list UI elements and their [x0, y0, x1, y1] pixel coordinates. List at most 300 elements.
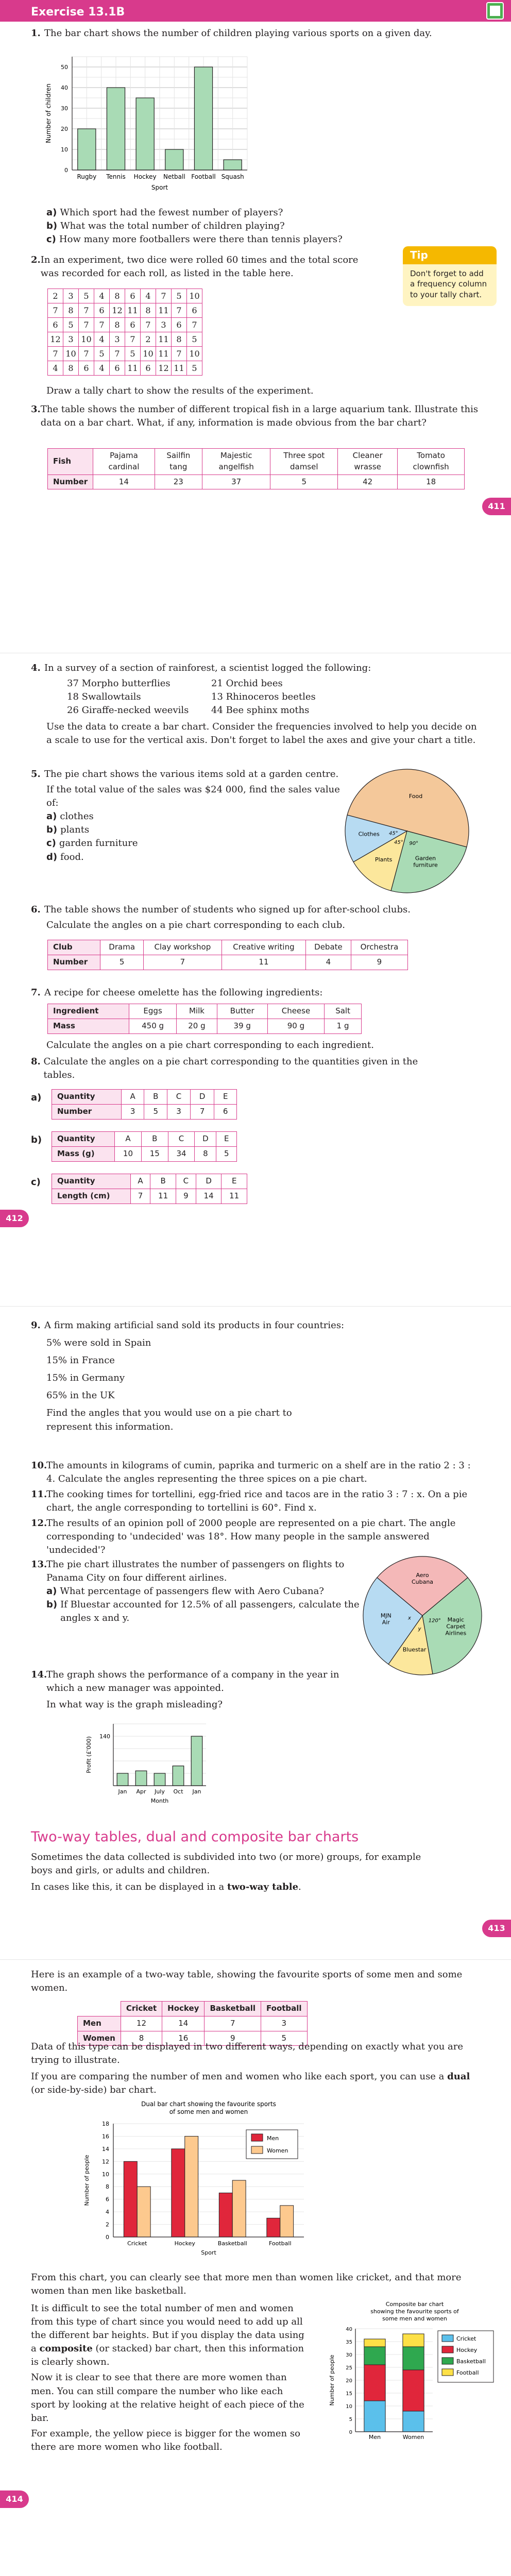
table-row [52, 1146, 237, 1161]
x-tick-label: Apr [136, 1788, 146, 1795]
table-header-cell: Basketball [205, 2002, 261, 2016]
table-header-cell: C [168, 1132, 195, 1147]
page-number: 411 [482, 498, 511, 515]
pie-label-line: Aero [416, 1572, 429, 1579]
question-text: The graph shows the performance of a company in the year in which a new manager was appointed. [46, 1669, 339, 1694]
table-cell: 20 g [177, 1019, 217, 1033]
y-axis-label: Number of people [329, 2354, 335, 2406]
pie-label-line: Air [382, 1619, 390, 1626]
table-cell: 5 [216, 1146, 237, 1161]
composite-bar-chart [325, 2300, 500, 2449]
y-tick-label: 50 [61, 64, 68, 71]
pie-label-line: Airlines [445, 1630, 467, 1637]
table-header-row [52, 1090, 237, 1105]
table-header-row [48, 449, 465, 475]
question-2 [31, 253, 377, 280]
table-cell: 3 [121, 1104, 144, 1119]
grid-cell: 7 [187, 318, 202, 332]
question-10 [31, 1459, 480, 1486]
table-row-label: Women [78, 2031, 121, 2046]
question-text: The pie chart illustrates the number of passengers on flights to Panama City on four different airlines. [46, 1559, 345, 1584]
profit-bar [173, 1766, 184, 1786]
table-header-cell: B [141, 1132, 168, 1147]
q8b-table [52, 1131, 237, 1162]
x-tick-label: Squash [221, 173, 244, 180]
pie-label-line: Clothes [358, 831, 380, 838]
section-paragraph [31, 1851, 444, 1894]
table-cell: 3 [261, 2016, 308, 2031]
x-tick-label: Hockey [133, 173, 157, 180]
legend-label: Men [267, 2135, 279, 2142]
grid-cell: 10 [187, 289, 202, 303]
table-header-cell: Orchestra [351, 940, 407, 955]
question-1-parts [31, 206, 480, 246]
paragraph-text: Here is an example of a two-way table, showing the favourite sports of some men and some women. [31, 1969, 463, 1994]
tip-box [403, 246, 497, 306]
grid-cell: 5 [94, 347, 110, 361]
list-item: 5% were sold in Spain [46, 1337, 151, 1349]
table-cell: 42 [338, 474, 398, 489]
bar-tennis [107, 88, 125, 170]
pie-angle-label: 45° [388, 831, 398, 837]
y-tick-label: 5 [349, 2417, 352, 2422]
page-413 [0, 1307, 511, 1960]
clubs-table [47, 940, 408, 970]
tip-text: Don't forget to add a frequency column to your tally chart. [410, 269, 487, 299]
table-row [48, 1019, 362, 1033]
grid-cell: 5 [63, 318, 79, 332]
page-411 [0, 0, 511, 653]
table-header-cell: Milk [177, 1004, 217, 1019]
part-text: What percentage of passengers flew with Aero Cubana? [60, 1586, 324, 1597]
table-cell: 14 [93, 474, 155, 489]
table-header-cell: Cricket [121, 2002, 162, 2016]
two-way-table [77, 2001, 308, 2046]
bar-women-hockey [185, 2136, 198, 2237]
table-header-cell: Quantity [52, 1090, 122, 1105]
table-header-cell: E [214, 1090, 237, 1105]
table-header-cell: Clay workshop [143, 940, 222, 955]
part-text: garden furniture [59, 838, 138, 849]
grid-cell: 12 [110, 303, 125, 318]
y-tick-label: 30 [61, 105, 68, 112]
list-item: 65% in the UK [46, 1390, 115, 1401]
pie-label [381, 1612, 391, 1625]
paragraph-text: . [298, 1882, 301, 1893]
table-cell: 18 [398, 474, 465, 489]
question-number: 1. [31, 28, 41, 39]
tip-title: Tip [403, 246, 497, 264]
stack-basketball-women [403, 2347, 424, 2370]
x-tick-label: Cricket [127, 2240, 147, 2247]
table-row-label: Mass (g) [52, 1146, 115, 1161]
grid-cell: 4 [94, 332, 110, 347]
question-text: A firm making artificial sand sold its products in four countries: [44, 1320, 345, 1331]
question-followup: Find the angles that you would use on a pie chart to represent this information. [46, 1408, 292, 1432]
table-header-cell: Club [48, 940, 100, 955]
y-tick-label: 16 [102, 2133, 109, 2140]
y-tick-label: 4 [106, 2209, 109, 2216]
x-tick-label: Football [268, 2240, 292, 2247]
grid-cell: 6 [172, 318, 187, 332]
profit-bar-chart [82, 1719, 216, 1817]
list-item: 26 Giraffe-necked weevils [67, 705, 189, 716]
pie-label [359, 831, 380, 838]
list-item: 13 Rhinoceros beetles [211, 691, 316, 703]
question-text: The pie chart shows the various items sold at a garden centre. [44, 769, 339, 779]
stack-cricket-women [403, 2411, 424, 2432]
table-cell: 16 [162, 2031, 205, 2046]
x-tick-label: Women [402, 2434, 424, 2441]
y-tick-label: 18 [102, 2121, 109, 2127]
chart-title-line: Dual bar chart showing the favourite sports [141, 2100, 276, 2108]
grid-cell: 7 [141, 318, 156, 332]
table-cell: 34 [168, 1146, 195, 1161]
table-cell: 3 [167, 1104, 191, 1119]
bar-rugby [78, 129, 96, 170]
part-text: food. [60, 851, 84, 862]
y-tick-label: 6 [106, 2196, 109, 2203]
page-number: 412 [0, 1210, 29, 1227]
chart-title-line: of some men and women [169, 2108, 248, 2115]
list-item: 15% in Germany [46, 1372, 125, 1384]
grid-cell: 10 [141, 347, 156, 361]
list-item: 21 Orchid bees [211, 678, 283, 689]
chart-title [370, 2301, 459, 2322]
legend-swatch [442, 2369, 453, 2376]
question-text: The bar chart shows the number of children playing various sports on a given day. [44, 28, 432, 39]
table-cell: 23 [155, 474, 202, 489]
table-header-cell: Pajama cardinal [93, 449, 155, 475]
table-row-label: Number [48, 955, 100, 970]
part-label: a) [46, 1586, 57, 1597]
grid-cell: 4 [141, 289, 156, 303]
chart-title-line: showing the favourite sports of [370, 2308, 459, 2315]
y-tick-label: 20 [346, 2378, 352, 2384]
legend-swatch [251, 2146, 263, 2154]
x-tick-label: Netball [163, 173, 185, 180]
table-header-cell: Debate [306, 940, 351, 955]
table-row-label: Men [78, 2016, 121, 2031]
page-number: 413 [482, 1920, 511, 1937]
grid-cell: 6 [187, 303, 202, 318]
question-number: 10. [31, 1460, 47, 1471]
y-tick-label: 10 [346, 2404, 352, 2410]
question-text: The table shows the number of different tropical fish in a large aquarium tank. Illustrate this data on a bar chart. What, if any, information is made obvious from the bar chart? [40, 404, 479, 429]
grid-row [48, 318, 202, 332]
grid-cell: 10 [79, 332, 94, 347]
pie-label [403, 1647, 427, 1653]
table-cell: 37 [202, 474, 270, 489]
question-number: 4. [31, 663, 41, 673]
composite-paragraph [31, 2302, 305, 2454]
question-13 [31, 1558, 362, 1625]
grid-cell: 7 [172, 303, 187, 318]
grid-cell: 11 [172, 361, 187, 376]
y-axis-label: Number of children [45, 83, 52, 143]
grid-cell: 7 [79, 347, 94, 361]
question-number: 5. [31, 769, 41, 779]
table-header-cell: Sailfin tang [155, 449, 202, 475]
pie-angle-label: x [407, 1615, 411, 1621]
pie-label-line: Garden [415, 855, 436, 862]
table-cell: 15 [141, 1146, 168, 1161]
table-row-label: Number [52, 1104, 122, 1119]
grid-cell: 6 [94, 303, 110, 318]
table-row-label: Mass [48, 1019, 129, 1033]
bar-men-basketball [219, 2193, 232, 2237]
airline-pie-chart [350, 1549, 495, 1683]
paragraph-text: For example, the yellow piece is bigger for the women so there are more women who like football. [31, 2428, 300, 2452]
pie-label-line: Bluestar [402, 1646, 427, 1653]
y-tick-label: 40 [61, 84, 68, 91]
part-label: a) [46, 811, 57, 822]
legend-swatch [251, 2134, 263, 2141]
table-cell: 7 [205, 2016, 261, 2031]
table-header-row [52, 1132, 237, 1147]
part-label: d) [46, 851, 58, 862]
y-tick-label: 25 [346, 2365, 352, 2371]
y-tick-label: 10 [102, 2171, 109, 2178]
page-414 [0, 1960, 511, 2576]
question-number: 12. [31, 1518, 47, 1529]
table-header-cell: A [130, 1174, 150, 1189]
table-cell: 5 [144, 1104, 167, 1119]
table-header-cell [78, 2002, 121, 2016]
table-row-label: Number [48, 474, 93, 489]
question-3 [31, 403, 480, 430]
table-header-cell: Quantity [52, 1174, 131, 1189]
question-5 [31, 768, 341, 864]
table-header-cell: Eggs [129, 1004, 176, 1019]
grid-row [48, 347, 202, 361]
bar-men-football [267, 2218, 280, 2237]
part-label: c) [46, 234, 56, 245]
grid-cell: 5 [187, 361, 202, 376]
list-item: 37 Morpho butterflies [67, 678, 171, 689]
fish-table [47, 448, 465, 489]
pie-label-line: Plants [374, 856, 393, 863]
table-header-row [48, 940, 408, 955]
bar-football [194, 67, 212, 170]
grid-cell: 7 [125, 332, 141, 347]
pie-angle-label: 90° [409, 840, 419, 846]
y-tick-label: 0 [106, 2234, 109, 2241]
grid-cell: 8 [172, 332, 187, 347]
y-tick-label: 14 [102, 2145, 109, 2153]
x-tick-label: Basketball [217, 2240, 247, 2247]
table-cell: 9 [176, 1189, 196, 1204]
question-text: The cooking times for tortellini, egg-fried rice and tacos are in the ratio 3 : 7 : x. On a pie chart, the angle corresponding to tortellini is 60°. Find x. [46, 1489, 468, 1514]
question-text: If the total value of the sales was $24 000, find the sales value of: [46, 784, 340, 809]
question-2-followup [31, 384, 480, 398]
grid-cell: 6 [48, 318, 63, 332]
part-text: plants [60, 824, 90, 836]
table-header-cell: A [121, 1090, 144, 1105]
table-cell: 7 [130, 1189, 150, 1204]
question-text: Calculate the angles on a pie chart corresponding to the quantities given in the tables. [43, 1056, 418, 1081]
question-9 [31, 1319, 480, 1434]
part-label: b) [46, 221, 58, 232]
grid-cell: 12 [48, 332, 63, 347]
pie-label [445, 1617, 466, 1637]
grid-cell: 5 [187, 332, 202, 347]
table-cell: 7 [143, 955, 222, 970]
table-header-row [52, 1174, 247, 1189]
key-term: composite [39, 2343, 93, 2354]
grid-cell: 7 [110, 347, 125, 361]
table-cell: 5 [270, 474, 338, 489]
grid-row [48, 332, 202, 347]
grid-cell: 7 [172, 347, 187, 361]
paragraph-text: (or stacked) bar chart, then this information is clearly shown. [31, 2343, 304, 2368]
question-number: 3. [31, 404, 41, 415]
y-tick-label: 15 [346, 2391, 352, 2397]
question-followup: Use the data to create a bar chart. Consider the frequencies involved to help you decide on a scale to use for the vertical axis. Don't forget to label the axes and give your chart a title. [46, 721, 477, 746]
pie-label [409, 793, 422, 800]
question-1 [31, 27, 480, 40]
part-text: How many more footballers were there than tennis players? [59, 234, 343, 245]
pie-label [375, 856, 393, 863]
profit-bar [191, 1736, 202, 1786]
paragraph-text: Sometimes the data collected is subdivided into two (or more) groups, for example boys and girls, or adults and children. [31, 1852, 421, 1876]
paragraph-text: Data of this type can be displayed in two different ways, depending on exactly what you are trying to illustrate. [31, 2041, 464, 2066]
table-header-cell: Salt [325, 1004, 362, 1019]
exercise-header-bar [0, 0, 511, 22]
question-text: The table shows the number of students who signed up for after-school clubs. [44, 904, 411, 915]
grid-cell: 6 [125, 289, 141, 303]
pie-angle-label: 45° [394, 839, 403, 845]
table-header-cell: B [144, 1090, 167, 1105]
question-text: In what way is the graph misleading? [46, 1699, 223, 1710]
grid-cell: 11 [156, 347, 172, 361]
chart-title-line: Composite bar chart [385, 2301, 444, 2308]
legend-label: Football [456, 2369, 479, 2376]
q8c-table [52, 1174, 247, 1204]
table-row [48, 955, 408, 970]
part-label: c) [46, 838, 56, 849]
table-cell: 8 [121, 2031, 162, 2046]
x-tick-label: Football [191, 173, 216, 180]
pie-angle-label: 120° [428, 1618, 441, 1624]
question-4 [31, 662, 480, 748]
paragraph-text: From this chart, you can clearly see that more men than women like cricket, and that more women than men like basketball. [31, 2272, 462, 2297]
grid-cell: 7 [79, 303, 94, 318]
garden-centre-pie-chart [330, 761, 484, 901]
grid-cell: 7 [156, 289, 172, 303]
table-header-cell: Butter [217, 1004, 267, 1019]
paragraph-text: In cases like this, it can be displayed in a [31, 1882, 227, 1893]
grid-cell: 8 [63, 303, 79, 318]
grid-cell: 6 [141, 361, 156, 376]
question-number: 7. [31, 987, 41, 998]
table-header-cell: C [176, 1174, 196, 1189]
y-axis-label: Number of people [83, 2155, 90, 2206]
table-header-cell: D [196, 1174, 222, 1189]
table-header-cell: Creative writing [222, 940, 305, 955]
grid-cell: 6 [79, 361, 94, 376]
y-tick-label: 0 [64, 167, 68, 174]
y-tick-label: 35 [346, 2340, 352, 2345]
legend-swatch [442, 2358, 453, 2364]
table-cell: 7 [190, 1104, 214, 1119]
q8a-table [52, 1089, 237, 1120]
table-header-cell: D [190, 1090, 214, 1105]
list-item: 18 Swallowtails [67, 691, 141, 703]
table-cell: 6 [214, 1104, 237, 1119]
sports-bar-chart [41, 52, 258, 201]
question-text: The amounts in kilograms of cumin, paprika and turmeric on a shelf are in the ratio 2 : 3 : 4. Calculate the angles representing the three spices on a pie chart. [46, 1460, 471, 1485]
calculator-grid-icon [486, 2, 504, 20]
chart-title [141, 2100, 276, 2115]
grid-cell: 8 [110, 318, 125, 332]
table-cell: 12 [121, 2016, 162, 2031]
table-cell: 8 [195, 1146, 216, 1161]
y-tick-label: 0 [349, 2430, 352, 2435]
grid-cell: 3 [110, 332, 125, 347]
pie-label [413, 855, 438, 868]
section-heading: Two-way tables, dual and composite bar charts [31, 1829, 359, 1845]
grid-cell: 4 [48, 361, 63, 376]
y-tick-label: 30 [346, 2352, 352, 2358]
intro-paragraph [31, 1968, 480, 1995]
legend-label: Women [267, 2147, 288, 2154]
grid-cell: 8 [63, 361, 79, 376]
part-text: What was the total number of children playing? [60, 221, 285, 232]
profit-bar [117, 1773, 128, 1786]
grid-cell: 4 [94, 289, 110, 303]
table-header-cell: D [195, 1132, 216, 1147]
question-8 [31, 1055, 429, 1082]
question-text: In a survey of a section of rainforest, a scientist logged the following: [44, 663, 371, 673]
table-header-row [48, 1004, 362, 1019]
x-tick-label: Jan [118, 1788, 127, 1795]
grid-cell: 11 [125, 361, 141, 376]
x-tick-label: Men [368, 2434, 381, 2441]
table-cell: 10 [115, 1146, 142, 1161]
observation-paragraph [31, 2271, 480, 2298]
grid-cell: 10 [187, 347, 202, 361]
question-number: 6. [31, 904, 41, 915]
grid-cell: 11 [125, 303, 141, 318]
bar-men-hockey [172, 2149, 185, 2237]
question-11 [31, 1488, 480, 1515]
stack-hockey-women [403, 2370, 424, 2411]
x-tick-label: Oct [173, 1788, 183, 1795]
table-header-cell: E [216, 1132, 237, 1147]
question-followup: Calculate the angles on a pie chart corresponding to each ingredient. [46, 1040, 374, 1050]
exercise-title: Exercise 13.1B [31, 6, 125, 19]
survey-list [31, 677, 480, 717]
grid-row [48, 289, 202, 303]
x-axis-label: Sport [151, 184, 168, 191]
grid-cell: 10 [63, 347, 79, 361]
x-tick-label: Hockey [174, 2240, 195, 2247]
question-number: 2. [31, 255, 41, 265]
table-cell: 39 g [217, 1019, 267, 1033]
table-header-cell: Ingredient [48, 1004, 129, 1019]
pie-label-line: Food [408, 793, 423, 800]
table-header-cell: A [115, 1132, 142, 1147]
table-cell: 9 [351, 955, 407, 970]
bar-netball [165, 149, 183, 170]
grid-row [48, 303, 202, 318]
table-header-cell: Tomato clownfish [398, 449, 465, 475]
question-number: 9. [31, 1320, 41, 1331]
legend-swatch [442, 2335, 453, 2342]
x-tick-label: Tennis [106, 173, 126, 180]
table-cell: 5 [100, 955, 143, 970]
